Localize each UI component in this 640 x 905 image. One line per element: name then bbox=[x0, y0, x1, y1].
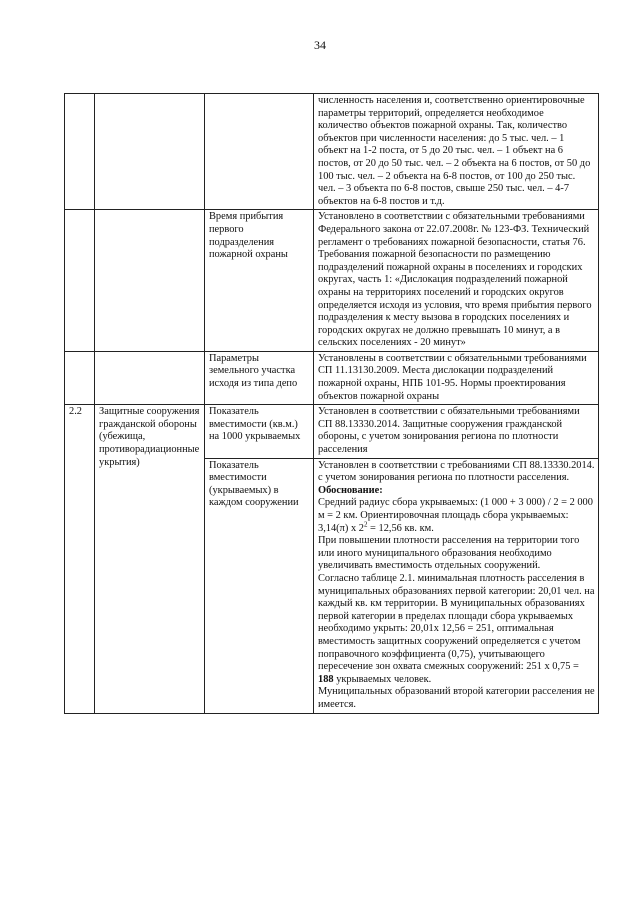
capacity-value: 188 bbox=[318, 673, 334, 685]
cell-object-name bbox=[95, 94, 205, 210]
page-number: 34 bbox=[314, 38, 326, 52]
table-row bbox=[65, 405, 599, 458]
cell-justification bbox=[314, 405, 599, 458]
cell-number bbox=[65, 210, 95, 352]
cell-number: 2.2 bbox=[65, 405, 95, 713]
cell-object-name bbox=[95, 351, 205, 404]
cell-justification bbox=[314, 210, 599, 352]
cell-number bbox=[65, 351, 95, 404]
justification-text: Муниципальных образований второй категории расселения не имеется. bbox=[318, 686, 595, 710]
table-row bbox=[65, 210, 599, 352]
cell-indicator bbox=[205, 94, 314, 210]
cell-justification bbox=[314, 94, 599, 210]
cell-indicator: Время прибытия первого подразделения пожарной охраны bbox=[205, 210, 314, 352]
justification-heading: Обоснование: bbox=[318, 484, 383, 496]
justification-text: численность населения и, соответственно ориентировочные параметры территорий, определяется необходимое количество объектов пожарной охраны. Так, количество объектов при численности населения: до 5 тыс. чел. – 1 объект на 1-2 поста, от 5 до 20 тыс. чел. – 1 объект на 6 постов, от 20 до 50 тыс. чел. – 2 объекта на 6 постов, от 50 до 100 тыс. чел. – 2 объекта на 6-8 постов, от 100 до 250 тыс. чел. – 3 объекта по 6-8 постов, свыше 250 тыс. чел. – 4-7 объектов на 6-8 постов и т.д. bbox=[318, 95, 591, 207]
cell-indicator: Параметры земельного участка исходя из типа депо bbox=[205, 351, 314, 404]
table-row bbox=[65, 94, 599, 210]
table-row bbox=[65, 351, 599, 404]
cell-object-name: Защитные сооружения гражданской обороны (убежища, противорадиационные укрытия) bbox=[95, 405, 205, 713]
cell-indicator: Показатель вместимости (укрываемых) в каждом сооружении bbox=[205, 458, 314, 713]
cell-number bbox=[65, 94, 95, 210]
superscript: 2 bbox=[363, 520, 368, 529]
justification-text: При повышении плотности расселения на территории того или иного муниципального образования необходимо увеличивать вместимость отдельных сооружений. bbox=[318, 535, 580, 572]
cell-object-name bbox=[95, 210, 205, 352]
justification-text: Установлено в соответствии с обязательными требованиями Федерального закона от 22.07.2008г. № 123-ФЗ. Технический регламент о требованиях пожарной безопасности, статья 76. Требования пожарной безопасности по размещению подразделений пожарной охраны в поселениях и городских округах, часть 1: «Дислокация подразделений пожарной охраны на территориях поселений и городских округов определяется исходя из условия, что время прибытия первого подразделения к месту вызова в городских поселениях и городских округах не должно превышать 10 минут, а в сельских поселениях - 20 минут» bbox=[318, 211, 592, 349]
radius-calculation: Средний радиус сбора укрываемых: (1 000 + 3 000) / 2 = 2 000 м = 2 км. Ориентировочная площадь сбора укрываемых: 3,14(π) х $2^2 = 12,56$ кв. км. bbox=[318, 497, 593, 534]
justification-text: Установлены в соответствии с обязательными требованиями СП 11.13130.2009. Места дислокации подразделений пожарной охраны, НПБ 101-95. Нормы проектирования объектов пожарной охраны bbox=[318, 352, 587, 402]
cell-indicator: Показатель вместимости (кв.м.) на 1000 укрываемых bbox=[205, 405, 314, 458]
norms-table bbox=[64, 93, 599, 714]
capacity-calculation: Согласно таблице 2.1. минимальная плотность расселения в муниципальных образованиях первой категории: 20,01 чел. на каждый кв. км территории. В муниципальных образованиях первой категории в пределах площади сбора укрываемых необходимо укрыть: 20,01х 12,56 = 251, оптимальная вместимость защитных сооружений определяется с учетом поправочного коэффициента (0,75), учитывающего пересечение зон охвата смежных сооружений: 251 х 0,75 = 188 укрываемых человек. bbox=[318, 572, 595, 685]
justification-text: Установлен в соответствии с требованиями СП 88.13330.2014. с учетом зонирования региона по плотности расселения. bbox=[318, 459, 595, 484]
cell-justification bbox=[314, 351, 599, 404]
cell-justification bbox=[314, 458, 599, 713]
justification-text: Установлен в соответствии с обязательными требованиями СП 88.13330.2014. Защитные сооружения гражданской обороны, с учетом зонирования региона по плотности расселения bbox=[318, 406, 580, 456]
